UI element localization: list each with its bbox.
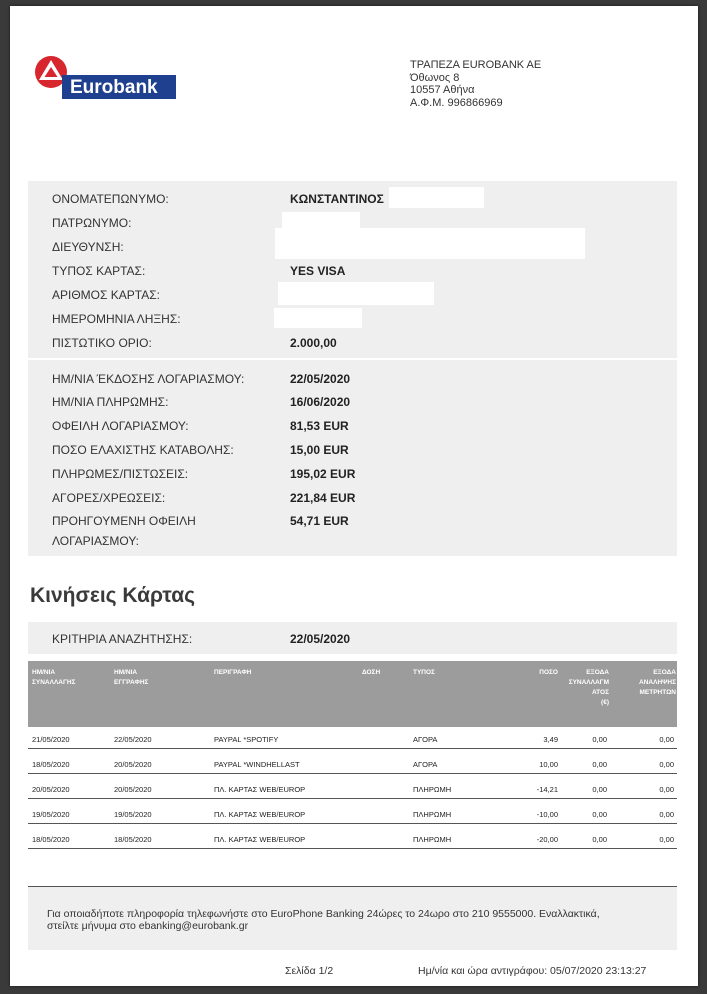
th-cash-fee: ΕΞΟΔΑ ΑΝΑΛΗΨΗΣ ΜΕΤΡΗΤΩΝ [639,669,676,696]
payments-value: 195,02 EUR [290,467,356,481]
copy-timestamp: Ημ/νία και ώρα αντιγράφου: 05/07/2020 23:13:27 [418,965,647,977]
cell-post-date: 20/05/2020 [114,760,152,769]
cell-cash-fee: 0,00 [659,810,674,819]
cell-fx-fee: 0,00 [592,810,607,819]
cell-description: ΠΛ. ΚΑΡΤΑΣ WEB/EUROP [214,785,306,794]
name-label: ΟΝΟΜΑΤΕΠΩΝΥΜΟ: [52,192,169,206]
cell-amount: 3,49 [543,735,558,744]
footer-divider [28,886,677,887]
cell-description: PAYPAL *SPOTIFY [214,735,279,744]
cell-fx-fee: 0,00 [592,785,607,794]
expiry-label: ΗΜΕΡΟΜΗΝΙΑ ΛΗΞΗΣ: [52,312,181,326]
panel-divider [28,358,677,360]
address-label: ΔΙΕΥΘΥΝΣΗ: [52,240,124,254]
min-payment-value: 15,00 EUR [290,443,349,457]
cell-tx-date: 20/05/2020 [32,785,70,794]
th-type: ΤΥΠΟΣ [413,669,435,676]
cell-cash-fee: 0,00 [659,835,674,844]
cell-post-date: 18/05/2020 [114,835,152,844]
cell-tx-date: 19/05/2020 [32,810,70,819]
bank-street: Όθωνος 8 [410,71,460,84]
movements-title: Κινήσεις Κάρτας [30,584,196,607]
redaction-box [389,187,484,208]
bank-name: ΤΡΑΠΕΖΑ EUROBANK AE [410,59,542,71]
th-post-date: ΗΜ/ΝΙΑ ΕΓΓΡΑΦΗΣ [114,669,149,686]
cell-type: ΠΛΗΡΩΜΗ [413,810,452,819]
payment-date-value: 16/06/2020 [290,395,351,409]
cell-amount: -14,21 [536,785,558,794]
purchases-value: 221,84 EUR [290,491,356,505]
cell-amount: -10,00 [536,810,558,819]
th-amount: ΠΟΣΟ [539,669,558,676]
name-value: ΚΩΝΣΤΑΝΤΙΝΟΣ [290,192,384,206]
issue-date-label: ΗΜ/ΝΙΑ ΈΚΔΟΣΗΣ ΛΟΓΑΡΙΑΣΜΟΥ: [52,372,245,386]
row-divider [28,748,677,749]
row-divider [28,773,677,774]
redaction-box [278,282,434,305]
previous-balance-label-cont: ΛΟΓΑΡΙΑΣΜΟΥ: [52,534,139,548]
row-divider [28,823,677,824]
cell-post-date: 19/05/2020 [114,810,152,819]
payments-label: ΠΛΗΡΩΜΕΣ/ΠΙΣΤΩΣΕΙΣ: [52,467,189,481]
eurobank-logo [34,54,184,102]
cell-tx-date: 18/05/2020 [32,760,70,769]
bank-address [410,59,541,109]
balance-value: 81,53 EUR [290,419,349,433]
cell-post-date: 20/05/2020 [114,785,152,794]
footer-contact-text [47,908,667,932]
father-name-label: ΠΑΤΡΩΝΥΜΟ: [52,216,132,230]
payment-date-label: ΗΜ/ΝΙΑ ΠΛΗΡΩΜΗΣ: [52,395,169,409]
previous-balance-value: 54,71 EUR [290,514,349,528]
cell-tx-date: 18/05/2020 [32,835,70,844]
statement-page [10,6,698,986]
cell-description: PAYPAL *WINDHELLAST [214,760,300,769]
cell-post-date: 22/05/2020 [114,735,152,744]
footer-line-2: στείλτε μήνυμα στο ebanking@eurobank.gr [47,920,249,932]
cell-tx-date: 21/05/2020 [32,735,70,744]
issue-date-value: 22/05/2020 [290,372,351,386]
purchases-label: ΑΓΟΡΕΣ/ΧΡΕΩΣΕΙΣ: [52,491,166,505]
cell-cash-fee: 0,00 [659,785,674,794]
cell-fx-fee: 0,00 [592,735,607,744]
min-payment-label: ΠΟΣΟ ΕΛΑΧΙΣΤΗΣ ΚΑΤΑΒΟΛΗΣ: [52,443,234,457]
cell-cash-fee: 0,00 [659,760,674,769]
balance-label: ΟΦΕΙΛΗ ΛΟΓΑΡΙΑΣΜΟΥ: [52,419,189,433]
card-number-label: ΑΡΙΘΜΟΣ ΚΑΡΤΑΣ: [52,288,160,302]
cell-type: ΑΓΟΡΑ [413,735,438,744]
bank-city: 10557 Αθήνα [410,84,475,96]
row-divider [28,798,677,799]
footer-line-1: Για οποιαδήποτε πληροφορία τηλεφωνήστε στο EuroPhone Banking 24ώρες το 24ωρο στο 210 9555000. Εναλλακτικά, [47,908,600,920]
card-type-value: YES VISA [290,264,346,278]
credit-limit-label: ΠΙΣΤΩΤΙΚΟ ΟΡΙΟ: [52,336,152,350]
logo-wordmark: Eurobank [70,77,158,98]
redaction-box [275,228,585,259]
cell-fx-fee: 0,00 [592,760,607,769]
th-instalment: ΔΟΣΗ [362,669,381,676]
bank-tax-id: Α.Φ.Μ. 996866969 [410,96,503,109]
cell-type: ΠΛΗΡΩΜΗ [413,785,452,794]
cell-type: ΠΛΗΡΩΜΗ [413,835,452,844]
cell-type: ΑΓΟΡΑ [413,760,438,769]
cell-amount: 10,00 [539,760,558,769]
cell-description: ΠΛ. ΚΑΡΤΑΣ WEB/EUROP [214,810,306,819]
previous-balance-label: ΠΡΟΗΓΟΥΜΕΝΗ ΟΦΕΙΛΗ [52,514,196,528]
page-number: Σελίδα 1/2 [285,965,334,977]
cell-description: ΠΛ. ΚΑΡΤΑΣ WEB/EUROP [214,835,306,844]
credit-limit-value: 2.000,00 [290,336,337,350]
th-fx-fee: ΕΞΟΔΑ ΣΥΝΑΛΛΑΓΜ ΑΤΟΣ (€) [568,669,609,706]
row-divider [28,848,677,849]
criteria-label: ΚΡΙΤΗΡΙΑ ΑΝΑΖΗΤΗΣΗΣ: [52,632,193,646]
redaction-box [274,308,362,328]
cell-cash-fee: 0,00 [659,735,674,744]
th-tx-date: ΗΜ/ΝΙΑ ΣΥΝΑΛΛΑΓΗΣ [32,669,76,686]
th-description: ΠΕΡΙΓΡΑΦΗ [214,669,252,676]
criteria-value: 22/05/2020 [290,632,351,646]
card-type-label: ΤΥΠΟΣ ΚΑΡΤΑΣ: [52,264,146,278]
cell-fx-fee: 0,00 [592,835,607,844]
cell-amount: -20,00 [536,835,558,844]
